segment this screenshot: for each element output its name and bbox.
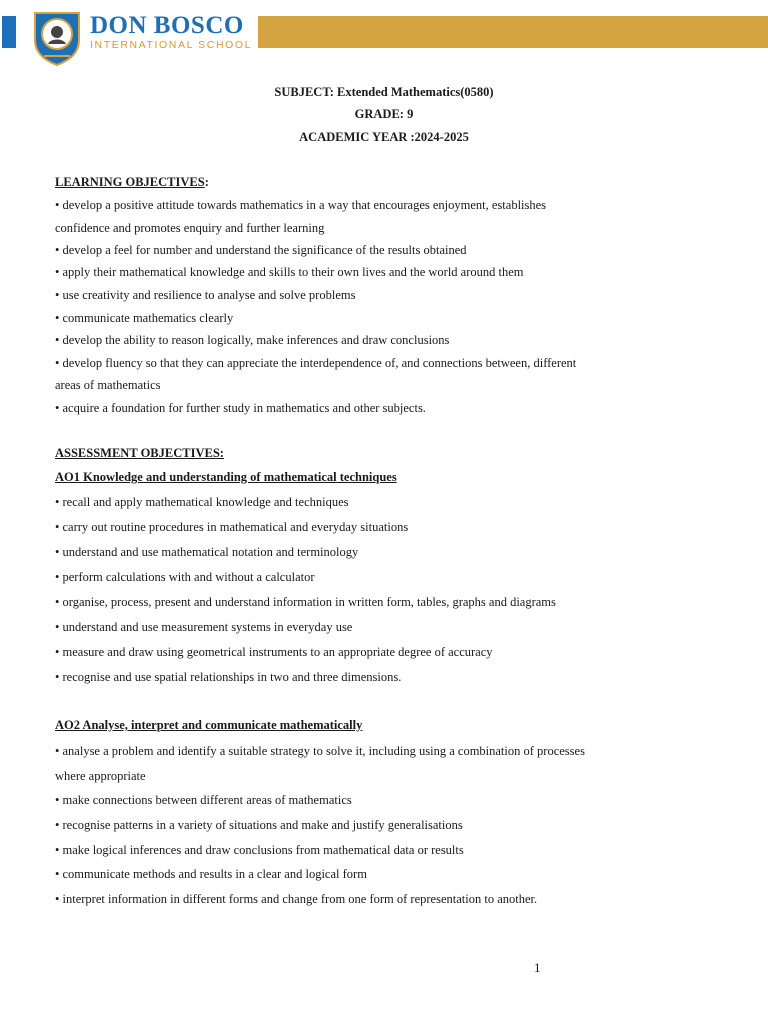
page-number: 1: [534, 960, 541, 975]
list-item: • understand and use mathematical notation and terminology: [55, 545, 359, 559]
assessment-objectives-heading: ASSESSMENT OBJECTIVES:: [55, 446, 224, 460]
list-item: • use creativity and resilience to analyse and solve problems: [55, 288, 356, 302]
list-item: • recall and apply mathematical knowledge and techniques: [55, 495, 349, 509]
list-item: • acquire a foundation for further study in mathematics and other subjects.: [55, 401, 426, 415]
list-item: • analyse a problem and identify a suitable strategy to solve it, including using a combination of processes: [55, 744, 585, 758]
list-item: • recognise patterns in a variety of situations and make and justify generalisations: [55, 818, 463, 832]
list-item: • develop the ability to reason logically, make inferences and draw conclusions: [55, 333, 450, 347]
list-item: • make logical inferences and draw conclusions from mathematical data or results: [55, 843, 464, 857]
list-item: • recognise and use spatial relationships in two and three dimensions.: [55, 670, 402, 684]
learning-objectives-colon: :: [204, 175, 209, 189]
ao1-heading: AO1 Knowledge and understanding of mathematical techniques: [55, 470, 397, 484]
subject-title: SUBJECT: Extended Mathematics(0580): [274, 85, 494, 99]
logo-subtitle: INTERNATIONAL SCHOOL: [90, 39, 253, 51]
list-item: • communicate methods and results in a clear and logical form: [55, 867, 367, 881]
list-item: • make connections between different areas of mathematics: [55, 793, 352, 807]
school-logo: [90, 13, 252, 51]
learning-objectives-heading-line: [55, 175, 209, 190]
list-item: • communicate mathematics clearly: [55, 311, 234, 325]
list-item: • measure and draw using geometrical instruments to an appropriate degree of accuracy: [55, 645, 493, 659]
school-crest-icon: [32, 10, 82, 66]
list-item: areas of mathematics: [55, 378, 161, 392]
list-item: • develop fluency so that they can appreciate the interdependence of, and connections between, different: [55, 356, 577, 370]
header-banner: [258, 16, 768, 48]
list-item: • carry out routine procedures in mathematical and everyday situations: [55, 520, 409, 534]
list-item: • interpret information in different forms and change from one form of representation to another.: [55, 892, 538, 906]
list-item: • develop a positive attitude towards mathematics in a way that encourages enjoyment, establishes: [55, 198, 547, 212]
logo-title: DON BOSCO: [90, 12, 244, 39]
academic-year-title: ACADEMIC YEAR :2024-2025: [299, 130, 469, 144]
list-item: • organise, process, present and understand information in written form, tables, graphs and diagrams: [55, 595, 556, 609]
grade-title: GRADE: 9: [354, 107, 414, 121]
header-accent-bar: [2, 16, 16, 48]
list-item: where appropriate: [55, 769, 146, 783]
list-item: • perform calculations with and without a calculator: [55, 570, 315, 584]
list-item: • apply their mathematical knowledge and skills to their own lives and the world around them: [55, 265, 524, 279]
ao2-heading: AO2 Analyse, interpret and communicate mathematically: [55, 718, 363, 732]
list-item: confidence and promotes enquiry and further learning: [55, 221, 325, 235]
learning-objectives-heading: LEARNING OBJECTIVES: [55, 175, 205, 189]
list-item: • develop a feel for number and understand the significance of the results obtained: [55, 243, 467, 257]
list-item: • understand and use measurement systems in everyday use: [55, 620, 353, 634]
